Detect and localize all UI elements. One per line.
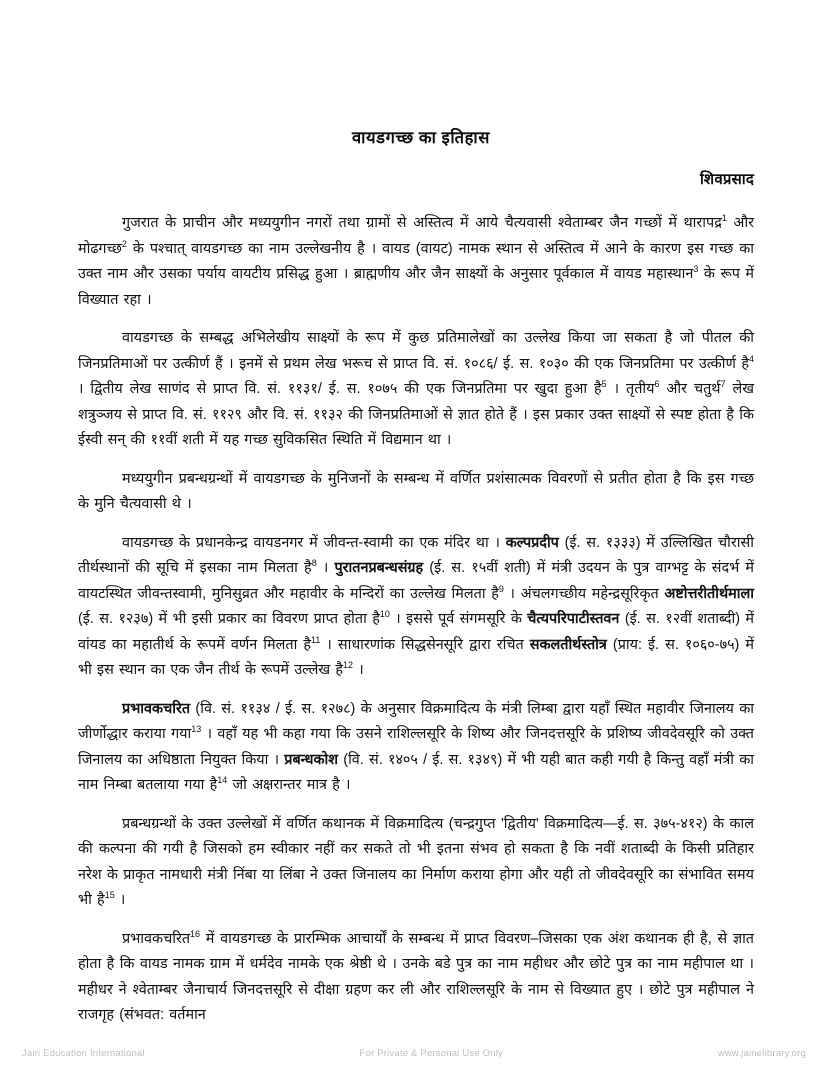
text-run: (ई. स. १२वीं शताब्दी) में वांयड का महातीर्थ के रूपमें वर्णन मिलता है	[78, 611, 754, 653]
footer-publisher: Jain Education International	[22, 1047, 145, 1059]
text-run: और चतुर्थ	[659, 381, 721, 398]
work-title: कल्पप्रदीप	[505, 534, 559, 551]
footnote-marker: 7	[720, 379, 726, 390]
footnote-marker: 3	[693, 264, 699, 275]
paragraph	[78, 326, 754, 454]
text-run: । वहाँ यह भी कहा गया कि उसने राशिल्लसूरि के शिष्य और जिनदत्तसूरि के प्रशिष्य जीवदेवसूरि को उक्त जिनालय का अधिष्ठाता नियुक्त किया ।	[78, 726, 754, 768]
text-run: (ई. स. १२३७) में भी इसी प्रकार का विवरण प्राप्त होता है	[78, 611, 380, 628]
text-run: ।	[353, 662, 364, 679]
footnote-marker: 6	[654, 379, 660, 390]
text-run: प्रबन्धग्रन्थों के उक्त उल्लेखों में वर्णित कथानक में विक्रमादित्य (चन्द्रगुप्त 'द्वितीय' विक्रमादित्य—ई. स. ३७५-४१२) के काल की कल्पना की गयी है जिसको हम स्वीकार नहीं कर सकते तो भी इतना संभव हो सकता है कि नवीं शताब्दी के किसी प्रतिहार नरेश के प्राकृत नामधारी मंत्री निंबा या लिंबा ने उक्त जिनालय का निर्माण कराया होगा और यही तो जीवदेवसूरि का संभावित समय भी है	[78, 815, 754, 909]
footnote-marker: 11	[311, 635, 321, 646]
text-run: जो अक्षरान्तर मात्र है ।	[227, 777, 351, 794]
footnote-marker: 13	[191, 724, 202, 735]
text-run: के रूप में विख्यात रहा ।	[78, 266, 755, 308]
work-title: सकलतीर्थस्तोत्र	[529, 636, 607, 653]
footnote-marker: 16	[190, 929, 201, 940]
work-title: अष्टोत्तरीतीर्थमाला	[664, 585, 754, 602]
work-title: प्रभावकचरित	[122, 700, 191, 717]
text-run: (प्राय: ई. स. १०६०-७५) में भी इस स्थान का एक जैन तीर्थ के रूपमें उल्लेख है	[78, 636, 754, 679]
text-run: और मोढगच्छ	[78, 215, 754, 257]
text-run: । अंचलगच्छीय महेन्द्रसूरिकृत	[503, 585, 665, 602]
footnote-marker: 14	[217, 775, 228, 786]
text-run: । द्वितीय लेख साणंद से प्राप्त वि. सं. ११३१/ ई. स. १०७५ की एक जिनप्रतिमा पर खुदा हुआ है	[78, 381, 602, 398]
footer-usage-notice: For Private & Personal Use Only	[359, 1047, 504, 1059]
footnote-marker: 9	[498, 584, 504, 595]
text-run: वायडगच्छ के सम्बद्ध अभिलेखीय साक्ष्यों के रूप में कुछ प्रतिमालेखों का उल्लेख किया जा सकता है जो पीतल की जिनप्रतिमाओं पर उत्कीर्ण हैं । इनमें से प्रथम लेख भरूच से प्राप्त वि. सं. १०८६/ ई. स. १०३० की एक जिनप्रतिमा पर उत्कीर्ण है	[78, 330, 754, 372]
text-run: लेख शत्रुञ्जय से प्राप्त वि. सं. ११२९ और वि. सं. ११३२ की जिनप्रतिमाओं से ज्ञात होते हैं । इस प्रकार उक्त साक्ष्यों से स्पष्ट होता है कि ईस्वी सन् की ११वीं शती में यह गच्छ सुविकसित स्थिति में विद्यमान था ।	[78, 381, 754, 449]
paragraph	[78, 927, 754, 1029]
text-run: (ई. स. १५वीं शती) में मंत्री उदयन के पुत्र वाग्भट्ट के संदर्भ में वायटस्थित जीवन्तस्वामी, मुनिसुव्रत और महावीर के मन्दिरों का उल्लेख मिलता है	[78, 560, 754, 602]
text-run: । इससे पूर्व संगमसूरि के	[389, 611, 528, 628]
text-run: (वि. सं. ११३४ / ई. स. १२७८) के अनुसार विक्रमादित्य के मंत्री लिम्बा द्वारा यहाँ स्थित महावीर जिनालय का जीर्णोद्धार कराया गया	[78, 700, 754, 743]
text-run: गुजरात के प्राचीन और मध्ययुगीन नगरों तथा ग्रामों से अस्तित्व में आये चैत्यवासी श्वेताम्बर जैन गच्छों में थारापद्र	[122, 215, 722, 232]
text-run: । साधारणांक सिद्धसेनसूरि द्वारा रचित	[320, 636, 530, 653]
article-body	[78, 211, 754, 1029]
text-run: । तृतीय	[606, 381, 655, 398]
paragraph	[78, 467, 754, 518]
page-content	[78, 0, 754, 1029]
text-run: में वायडगच्छ के प्रारम्भिक आचार्यों के सम्बन्ध में प्राप्त विवरण–जिसका एक अंश कथानक ही है, से ज्ञात होता है कि वायड नामक ग्राम में धर्मदेव नामके एक श्रेष्ठी थे । उनके बडे पुत्र का नाम महीधर और छोटे पुत्र का नाम महीपाल था । महीधर ने श्वेताम्बर जैनाचार्य जिनदत्तसूरि से दीक्षा ग्रहण कर ली और राशिल्लसूरि के नाम से विख्यात हुए । छोटे पुत्र महीपाल ने राजगृह (संभवत: वर्तमान	[78, 930, 754, 1024]
text-run: (ई. स. १३३३) में उल्लिखित चौरासी तीर्थस्थानों की सूचि में इसका नाम मिलता है	[78, 534, 754, 577]
footnote-marker: 4	[748, 354, 754, 365]
footnote-marker: 10	[379, 609, 390, 620]
text-run: (वि. सं. १४०५ / ई. स. १३४९) में भी यही बात कही गयी है किन्तु वहाँ मंत्री का नाम निम्बा बतलाया गया है	[78, 751, 754, 794]
paragraph	[78, 697, 754, 799]
text-run: मध्ययुगीन प्रबन्धग्रन्थों में वायडगच्छ के मुनिजनों के सम्बन्ध में वर्णित प्रशंसात्मक विवरणों से प्रतीत होता है कि इस गच्छ के मुनि चैत्यवासी थे ।	[78, 470, 754, 513]
text-run: प्रभावकचरित	[122, 930, 191, 947]
footnote-marker: 5	[601, 379, 607, 390]
paragraph	[78, 812, 754, 914]
paragraph	[78, 211, 754, 313]
footnote-marker: 2	[121, 239, 127, 250]
text-run: वायडगच्छ के प्रधानकेन्द्र वायडनगर में जीवन्त-स्वामी का एक मंदिर था ।	[122, 534, 506, 551]
text-run: के पश्चात् वायडगच्छ का नाम उल्लेखनीय है । वायड (वायट) नामक स्थान से अस्तित्व में आने के कारण इस गच्छ का उक्त नाम और उसका पर्याय वायटीय प्रसिद्ध हुआ । ब्राह्मणीय और जैन साक्ष्यों के अनुसार पूर्वकाल में वायड महास्थान	[78, 240, 754, 283]
page-title: वायडगच्छ का इतिहास	[351, 129, 491, 147]
footnote-marker: 8	[311, 558, 317, 569]
footnote-marker: 15	[104, 890, 115, 901]
footnote-marker: 1	[721, 213, 727, 224]
text-run: ।	[114, 892, 126, 909]
page-footer	[0, 1035, 828, 1071]
text-run: ।	[316, 560, 335, 577]
author-byline: शिवप्रसाद	[700, 171, 754, 189]
work-title: प्रबन्धकोश	[284, 751, 339, 768]
footnote-marker: 12	[342, 660, 353, 671]
paragraph	[78, 531, 754, 684]
footer-website[interactable]: www.jainelibrary.org	[717, 1047, 806, 1059]
work-title: चैत्यपरिपाटीस्तवन	[527, 611, 620, 628]
work-title: पुरातनप्रबन्धसंग्रह	[334, 560, 424, 577]
